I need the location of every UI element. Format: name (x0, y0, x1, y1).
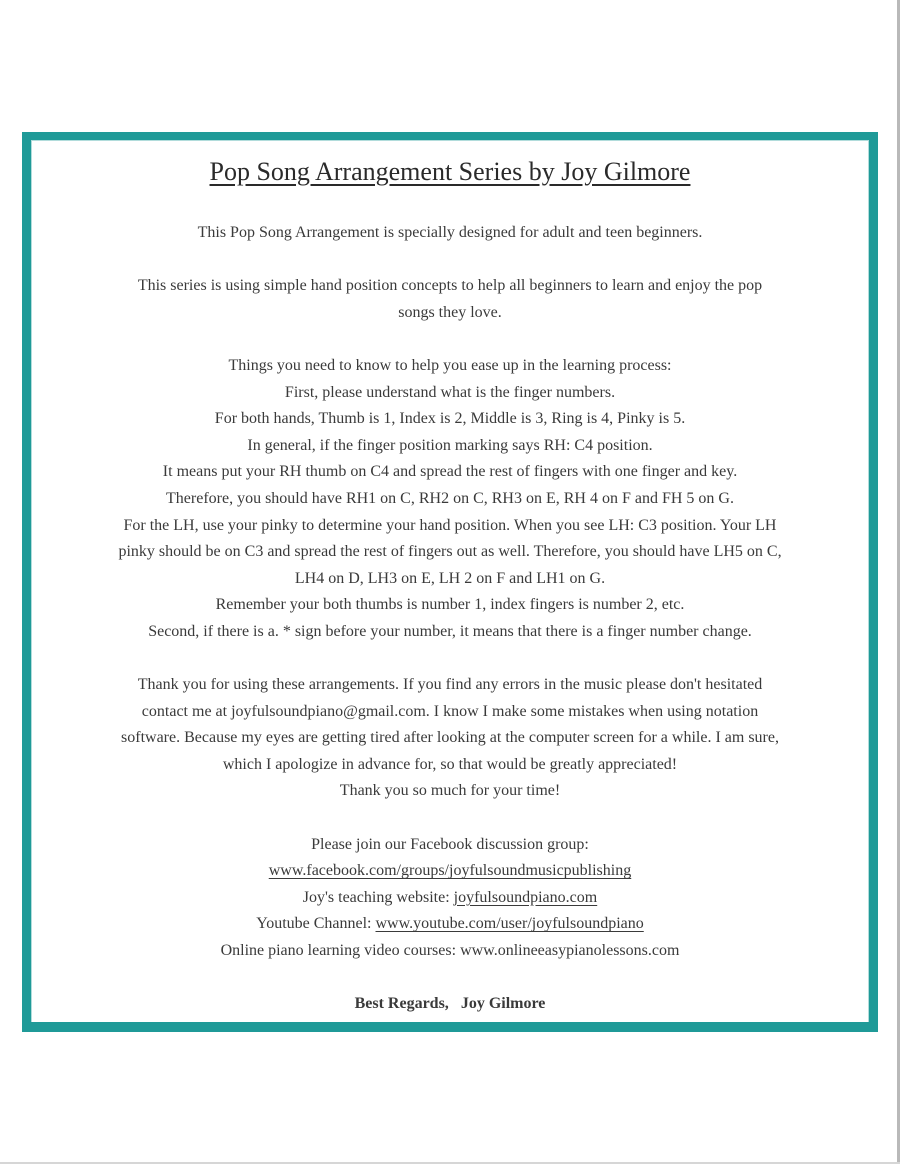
learning-line-4: In general, if the finger position marking says RH: C4 position. (247, 436, 653, 454)
facebook-group-link[interactable]: www.facebook.com/groups/joyfulsoundmusicpublishing (268, 862, 632, 880)
thanks-line-2: contact me at joyfulsoundpiano@gmail.com. I know I make some mistakes when using notation (141, 702, 759, 720)
signature-name: Joy Gilmore (460, 995, 546, 1013)
website-link[interactable]: joyfulsoundpiano.com (453, 888, 598, 906)
youtube-line (30, 911, 870, 938)
intro-text: This Pop Song Arrangement is specially designed for adult and teen beginners. (197, 224, 703, 241)
youtube-label: Youtube Channel: (256, 915, 376, 933)
learning-line-2: First, please understand what is the finger numbers. (284, 383, 616, 401)
learning-line-5: It means put your RH thumb on C4 and spread the rest of fingers with one finger and key. (162, 463, 738, 481)
courses-link[interactable]: www.onlineeasypianolessons.com (460, 942, 680, 960)
youtube-link[interactable]: www.youtube.com/user/joyfulsoundpiano (375, 915, 644, 933)
series-line-2: songs they love. (398, 303, 502, 321)
courses-line (30, 938, 870, 965)
thanks-line-1: Thank you for using these arrangements. If you find any errors in the music please don't hesitated (137, 676, 763, 694)
page-title: Pop Song Arrangement Series by Joy Gilmore (209, 157, 691, 186)
thanks-line-3: software. Because my eyes are getting tired after looking at the computer screen for a while. I am sure, (121, 729, 779, 747)
learning-line-11: Second, if there is a. * sign before your number, it means that there is a finger number change. (148, 622, 752, 640)
learning-line-8: pinky should be on C3 and spread the rest of fingers out as well. Therefore, you should have LH5 on C, (118, 543, 782, 561)
courses-label: Online piano learning video courses: (220, 942, 461, 960)
learning-line-6: Therefore, you should have RH1 on C, RH2 on C, RH3 on E, RH 4 on F and FH 5 on G. (166, 489, 734, 507)
info-page-content (30, 150, 870, 1018)
series-line-1: This series is using simple hand position concepts to help all beginners to learn and enjoy the pop (137, 277, 763, 295)
learning-line-7: For the LH, use your pinky to determine your hand position. When you see LH: C3 position. Your LH (123, 516, 777, 534)
signature-regards: Best Regards, (354, 995, 449, 1013)
learning-line-9: LH4 on D, LH3 on E, LH 2 on F and LH1 on G. (294, 569, 606, 587)
learning-line-10: Remember your both thumbs is number 1, index fingers is number 2, etc. (215, 596, 685, 614)
learning-line-1: Things you need to know to help you ease up in the learning process: (228, 356, 672, 374)
facebook-label: Please join our Facebook discussion group: (311, 835, 589, 853)
learning-line-3: For both hands, Thumb is 1, Index is 2, Middle is 3, Ring is 4, Pinky is 5. (214, 410, 686, 428)
website-line (30, 885, 870, 912)
signature (30, 991, 870, 1018)
thanks-line-4: which I apologize in advance for, so that would be greatly appreciated! (222, 755, 678, 773)
website-label: Joy's teaching website: (302, 888, 454, 906)
thanks-line-5: Thank you so much for your time! (339, 782, 561, 800)
